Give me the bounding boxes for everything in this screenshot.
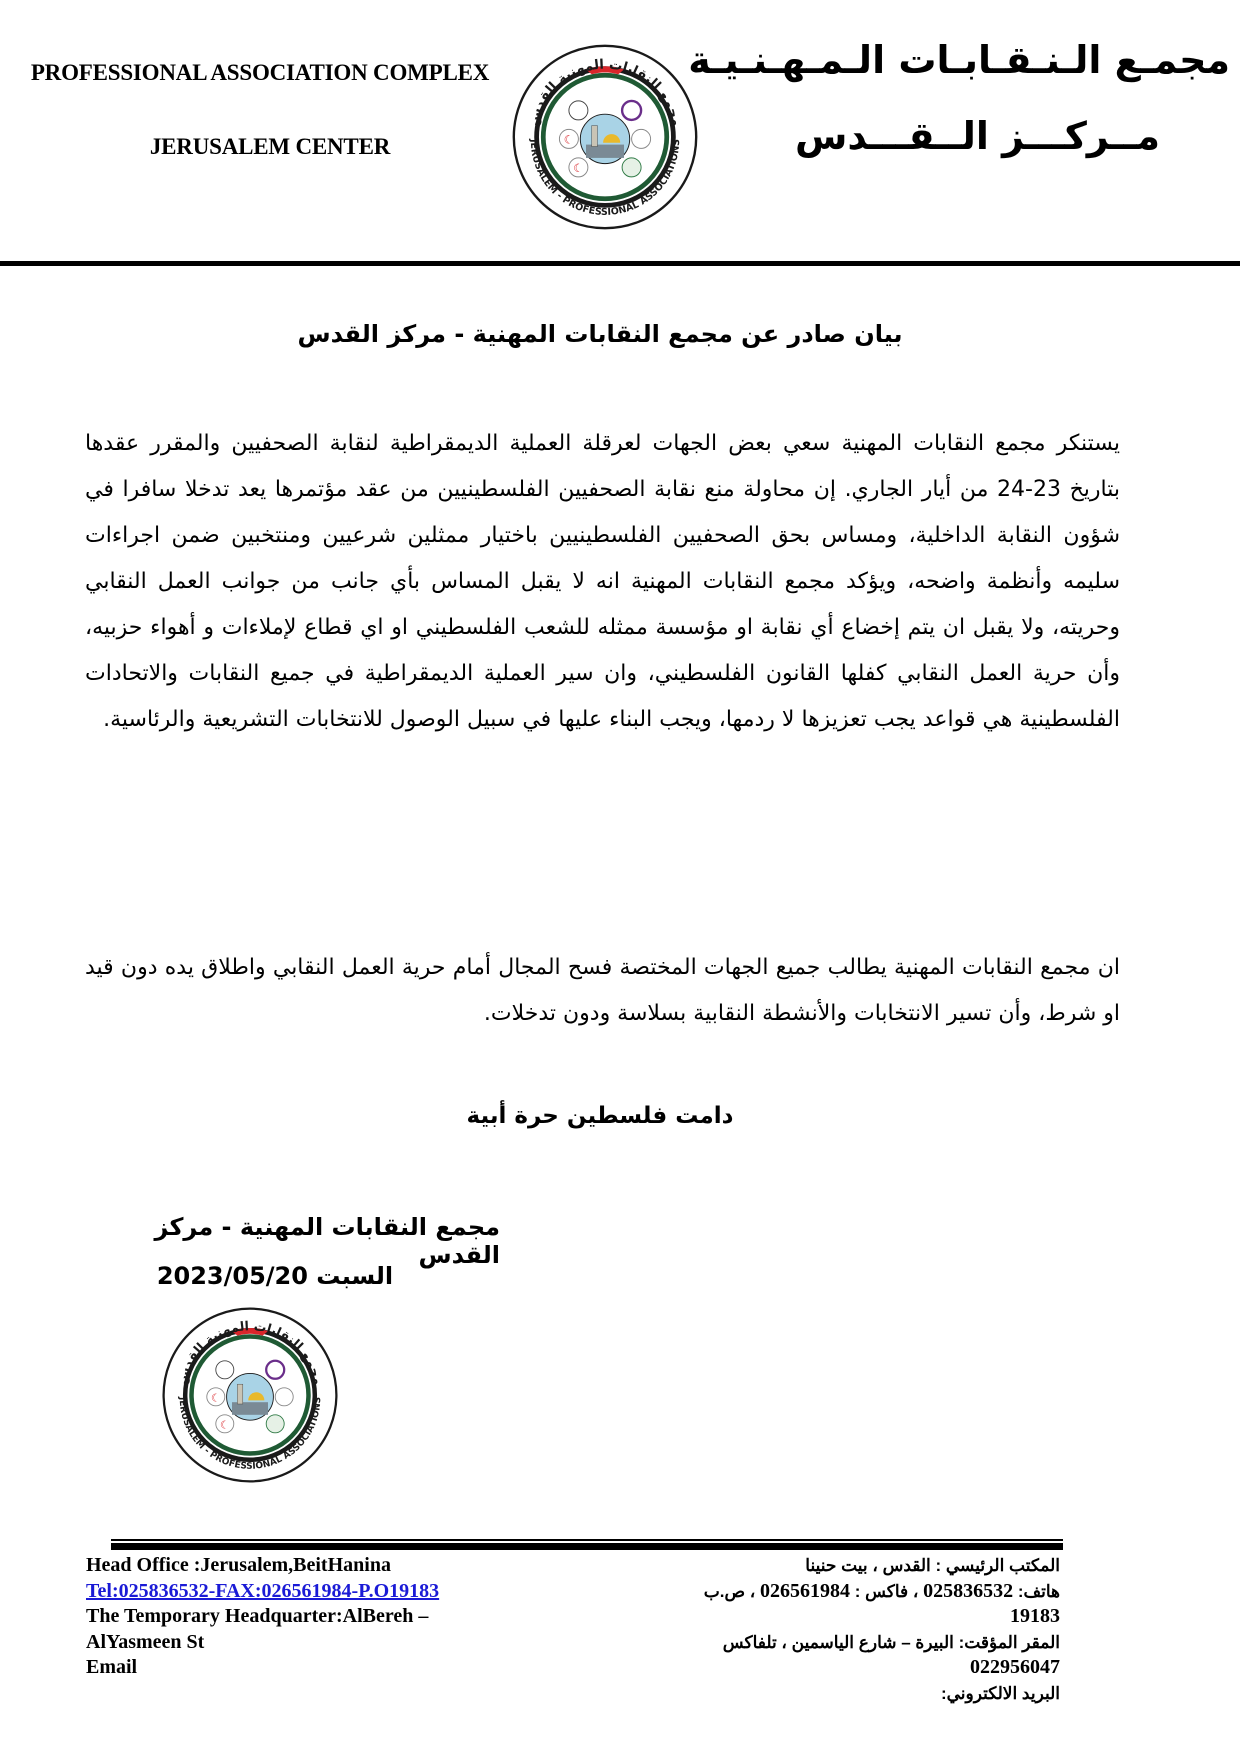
footer-ar-telefax: 022956047 — [970, 1656, 1060, 1678]
footer-email-label: Email — [86, 1656, 138, 1678]
statement-paragraph-2: ان مجمع النقابات المهنية يطالب جميع الجهات المختصة فسح المجال أمام حرية العمل النقابي واطلاق يده دون قيد او شرط، وأن تسير الانتخابات والأنشطة النقابية بسلاسة ودون تدخلات. — [85, 955, 1120, 1026]
header-arabic-title: مجمـع الـنـقـابـات الـمـهـنـيـة — [688, 38, 1230, 82]
svg-text:☾: ☾ — [563, 132, 575, 147]
statement-paragraph-1: يستنكر مجمع النقابات المهنية سعي بعض الجهات لعرقلة العملية الديمقراطية لنقابة الصحفيين والمقرر عقدها بتاريخ 23-24 من أيار الجاري. إن محاولة منع نقابة الصحفيين الفلسطينيين من عقد مؤتمرها يعد تدخلا سافرا في شؤون النقابة الداخلية، ومساس بحق الصحفيين الفلسطينيين باختيار ممثلين شرعيين ومنتخبين ضمن اجراءات سليمه وأنظمة واضحه، ويؤكد مجمع النقابات المهنية انه لا يقبل المساس بأي جانب من جوانب العمل النقابي وحريته، ولا يقبل ان يتم إخضاع أي نقابة او مؤسسة ممثله للشعب الفلسطيني او اي قطاع لإملاءات و أهواء حزبيه، وأن حرية العمل النقابي كفلها القانون الفلسطيني، وان سير العملية الديمقراطية في جميع النقابات والاتحادات الفلسطينية هي قواعد يجب تعزيزها لا ردمها، ويجب البناء عليها في سبيل الوصول للانتخابات التشريعية والرئاسية. — [85, 431, 1120, 732]
header-divider — [0, 261, 1240, 266]
footer-ar-phone-line — [640, 1579, 1060, 1605]
closing-slogan: دامت فلسطين حرة أبية — [466, 1103, 734, 1129]
svg-text:☾: ☾ — [573, 161, 584, 176]
footer-ar-head-office: المكتب الرئيسي : القدس ، بيت حنينا — [805, 1556, 1060, 1575]
footer-temp-hq-line2: AlYasmeen St — [86, 1630, 205, 1653]
footer-english-contact — [86, 1553, 626, 1681]
stamp-seal-icon — [160, 1305, 340, 1485]
footer-ar-po-label: ، ص.ب — [703, 1581, 756, 1601]
footer-contact-link[interactable]: Tel:025836532-FAX:026561984-P.O19183 — [86, 1579, 440, 1602]
footer-ar-po: 19183 — [1010, 1605, 1060, 1627]
svg-text:مجمع النقابات المهنية القدس: مجمع النقابات المهنية القدس — [526, 57, 684, 128]
header-english-subtitle: JERUSALEM CENTER — [149, 134, 391, 159]
header-arabic-subtitle: مــركـــز الــقـــدس — [794, 114, 1160, 158]
footer-ar-fax: 026561984 — [759, 1579, 850, 1602]
svg-text:☾: ☾ — [210, 1391, 221, 1405]
footer-divider-thick — [111, 1543, 1063, 1550]
footer-ar-phone-label: هاتف: — [1017, 1581, 1060, 1601]
signature-date — [150, 1262, 400, 1290]
footer-ar-temp-hq: المقر المؤقت: البيرة – شارع الياسمين ، تلفاكس — [722, 1632, 1060, 1652]
footer-ar-fax-label: ، فاكس : — [854, 1581, 919, 1601]
seal-icon — [510, 42, 700, 232]
svg-text:مجمع النقابات المهنية القدس: مجمع النقابات المهنية القدس — [173, 1318, 326, 1387]
statement-title: بيان صادر عن مجمع النقابات المهنية - مركز القدس — [297, 320, 903, 348]
header-english-title: PROFESSIONAL ASSOCIATION COMPLEX — [30, 60, 490, 85]
svg-text:JERUSALEM - PROFESSIONAL ASSOC: JERUSALEM - PROFESSIONAL ASSOCIATIONS — [176, 1396, 324, 1472]
footer-ar-phone: 025836532 — [923, 1579, 1014, 1602]
footer-arabic-contact — [640, 1553, 1060, 1706]
signature-organization: مجمع النقابات المهنية - مركز القدس — [154, 1213, 500, 1269]
footer-temp-hq-line1: The Temporary Headquarter:AlBereh – — [86, 1605, 429, 1627]
association-stamp — [160, 1305, 340, 1485]
svg-text:☾: ☾ — [219, 1418, 230, 1432]
footer-head-office: Head Office :Jerusalem,BeitHanina — [86, 1554, 391, 1576]
signature-day: السبت — [316, 1262, 394, 1290]
footer-ar-email-label: البريد الالكتروني: — [940, 1683, 1060, 1703]
footer-divider-thin — [111, 1539, 1063, 1541]
svg-text:JERUSALEM - PROFESSIONAL ASSOC: JERUSALEM - PROFESSIONAL ASSOCIATIONS — [527, 138, 683, 218]
signature-date-value: 2023/05/20 — [156, 1262, 308, 1290]
association-seal-logo — [510, 42, 700, 232]
